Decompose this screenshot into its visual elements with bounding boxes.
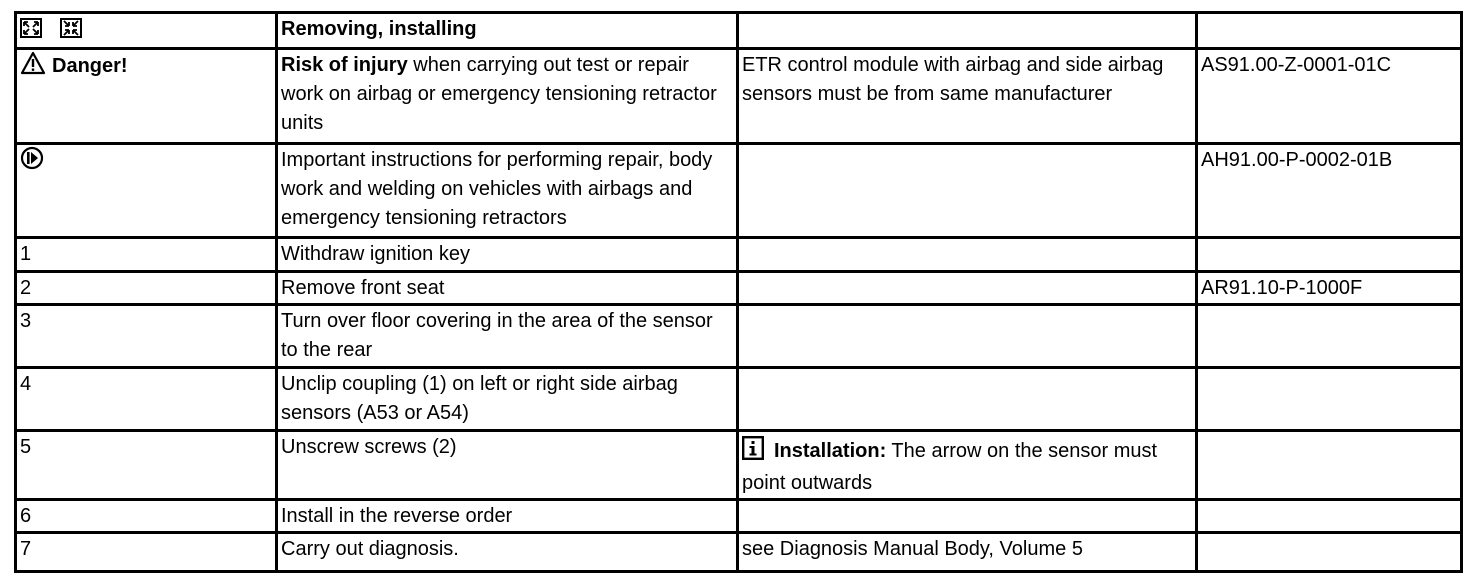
- step-text: Unscrew screws (2): [277, 431, 738, 500]
- step-text: Unclip coupling (1) on left or right side airbag sensors (A53 or A54): [277, 368, 738, 431]
- step-number: 1: [16, 238, 277, 272]
- step-number: 5: [16, 431, 277, 500]
- step-note: [738, 272, 1197, 305]
- header-empty-note: [738, 13, 1197, 49]
- instructions-arrow-icon: [20, 146, 44, 179]
- step-number: 3: [16, 305, 277, 368]
- step-text: Withdraw ignition key: [277, 238, 738, 272]
- step-note: [738, 368, 1197, 431]
- step-ref: [1197, 305, 1462, 368]
- step-number: 6: [16, 500, 277, 533]
- step-row: [16, 533, 1462, 572]
- step-row: [16, 238, 1462, 272]
- step-row: [16, 500, 1462, 533]
- step-row: [16, 368, 1462, 431]
- header-title: Removing, installing: [277, 13, 738, 49]
- step-ref: [1197, 368, 1462, 431]
- danger-row: [16, 49, 1462, 144]
- step-ref: [1197, 238, 1462, 272]
- step-number: 7: [16, 533, 277, 572]
- instructions-row: [16, 144, 1462, 238]
- installation-label: Installation:: [774, 440, 887, 462]
- step-note: [738, 500, 1197, 533]
- header-empty-ref: [1197, 13, 1462, 49]
- collapse-icon[interactable]: [60, 18, 82, 47]
- step-note: [738, 238, 1197, 272]
- step-number: 4: [16, 368, 277, 431]
- danger-text: when carrying out test or repair work on airbag or emergency tensioning retractor units: [281, 54, 717, 134]
- step-text: Remove front seat: [277, 272, 738, 305]
- step-row: [16, 431, 1462, 500]
- danger-cell: [16, 49, 277, 144]
- expand-icon[interactable]: [20, 18, 42, 47]
- diagnosis-reference[interactable]: see Diagnosis Manual Body, Volume 5: [738, 533, 1197, 572]
- installation-note: The arrow on the sensor must point outwards: [742, 440, 1158, 494]
- step-note-cell: [738, 431, 1197, 500]
- warning-triangle-icon: [20, 51, 46, 84]
- header-icons-cell: [16, 13, 277, 49]
- step-text: Turn over floor covering in the area of the sensor to the rear: [277, 305, 738, 368]
- step-text: Carry out diagnosis.: [277, 533, 738, 572]
- header-row: [16, 13, 1462, 49]
- step-note: [738, 305, 1197, 368]
- danger-lead: Risk of injury: [281, 54, 408, 76]
- step-ref: [1197, 533, 1462, 572]
- danger-ref-link[interactable]: AS91.00-Z-0001-01C: [1197, 49, 1462, 144]
- danger-label: Danger!: [52, 55, 128, 77]
- danger-text-cell: [277, 49, 738, 144]
- instructions-icon-cell: [16, 144, 277, 238]
- instructions-ref-link[interactable]: AH91.00-P-0002-01B: [1197, 144, 1462, 238]
- step-ref: [1197, 431, 1462, 500]
- procedure-table: [14, 11, 1463, 573]
- step-row: [16, 305, 1462, 368]
- step-ref: [1197, 500, 1462, 533]
- danger-note: ETR control module with airbag and side airbag sensors must be from same manufacturer: [738, 49, 1197, 144]
- step-ref-link[interactable]: AR91.10-P-1000F: [1197, 272, 1462, 305]
- instructions-empty-note: [738, 144, 1197, 238]
- info-icon: [742, 436, 764, 469]
- step-text: Install in the reverse order: [277, 500, 738, 533]
- step-number: 2: [16, 272, 277, 305]
- step-row: [16, 272, 1462, 305]
- instructions-text: Important instructions for performing repair, body work and welding on vehicles with airbags and emergency tensioning retractors: [277, 144, 738, 238]
